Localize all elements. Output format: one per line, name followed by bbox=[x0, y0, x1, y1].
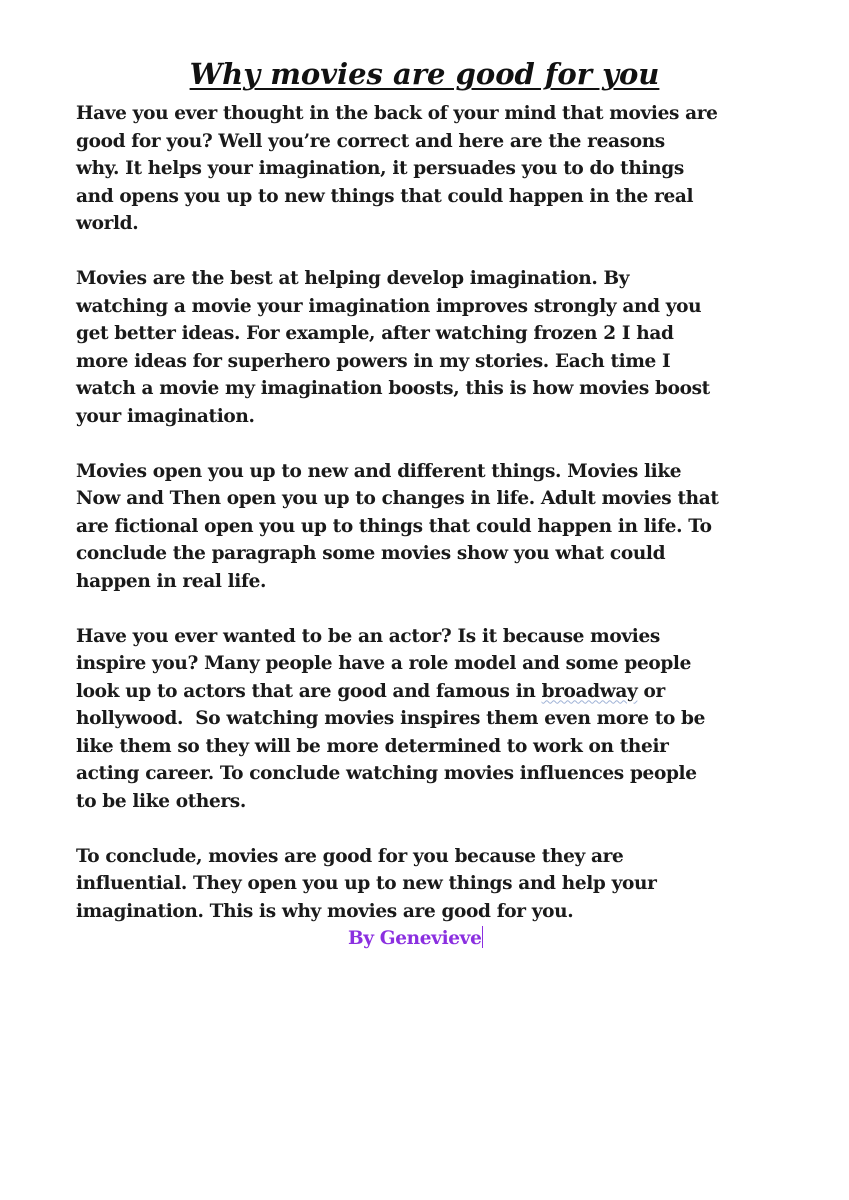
text-line: Movies open you up to new and different things. Movies like bbox=[76, 460, 682, 482]
document-body bbox=[76, 100, 776, 953]
paragraph-actor bbox=[76, 623, 776, 816]
document-title: Why movies are good for you bbox=[189, 57, 660, 91]
text-line: why. It helps your imagination, it persuades you to do things bbox=[76, 158, 684, 179]
text-line: To conclude, movies are good for you because they are bbox=[76, 845, 624, 867]
text-line: world. bbox=[76, 213, 139, 234]
text-line: get better ideas. For example, after watching frozen 2 I had bbox=[76, 323, 674, 344]
text-line: Movies are the best at helping develop imagination. By bbox=[76, 268, 630, 289]
text-line: influential. They open you up to new things and help your bbox=[76, 873, 657, 894]
text-cursor bbox=[482, 926, 483, 948]
text-line: Have you ever thought in the back of your mind that movies are bbox=[76, 103, 718, 124]
text-line: like them so they will be more determined to work on their bbox=[76, 735, 669, 757]
paragraph-conclusion bbox=[76, 843, 776, 953]
text-fragment: or bbox=[637, 680, 665, 702]
text-line: acting career. To conclude watching movies influences people bbox=[76, 763, 697, 784]
text-line: inspire you? Many people have a role model and some people bbox=[76, 653, 692, 674]
text-line: conclude the paragraph some movies show you what could bbox=[76, 543, 666, 564]
text-line: watch a movie my imagination boosts, this is how movies boost bbox=[76, 378, 710, 399]
text-line-with-flagged-word bbox=[76, 678, 776, 706]
text-line: hollywood. So watching movies inspires them even more to be bbox=[76, 708, 706, 729]
paragraph-new-things bbox=[76, 458, 776, 596]
text-fragment: look up to actors that are good and famous in bbox=[76, 680, 542, 702]
text-line: are fictional open you up to things that could happen in life. To bbox=[76, 515, 712, 537]
text-line: your imagination. bbox=[76, 405, 255, 427]
text-line: and opens you up to new things that could happen in the real bbox=[76, 185, 694, 207]
text-line: good for you? Well you’re correct and here are the reasons bbox=[76, 130, 665, 152]
text-line: happen in real life. bbox=[76, 570, 267, 592]
author-byline bbox=[348, 925, 776, 953]
byline-text: By Genevieve bbox=[348, 928, 482, 949]
text-line: watching a movie your imagination improves strongly and you bbox=[76, 295, 702, 317]
paragraph-imagination bbox=[76, 265, 776, 430]
text-line: more ideas for superhero powers in my stories. Each time I bbox=[76, 350, 671, 372]
text-line: Now and Then open you up to changes in life. Adult movies that bbox=[76, 488, 719, 509]
text-line: to be like others. bbox=[76, 790, 246, 812]
text-line: imagination. This is why movies are good for you. bbox=[76, 900, 574, 922]
paragraph-intro bbox=[76, 100, 776, 238]
text-line: Have you ever wanted to be an actor? Is it because movies bbox=[76, 625, 660, 647]
spellcheck-flagged-word[interactable]: broadway bbox=[541, 680, 638, 702]
